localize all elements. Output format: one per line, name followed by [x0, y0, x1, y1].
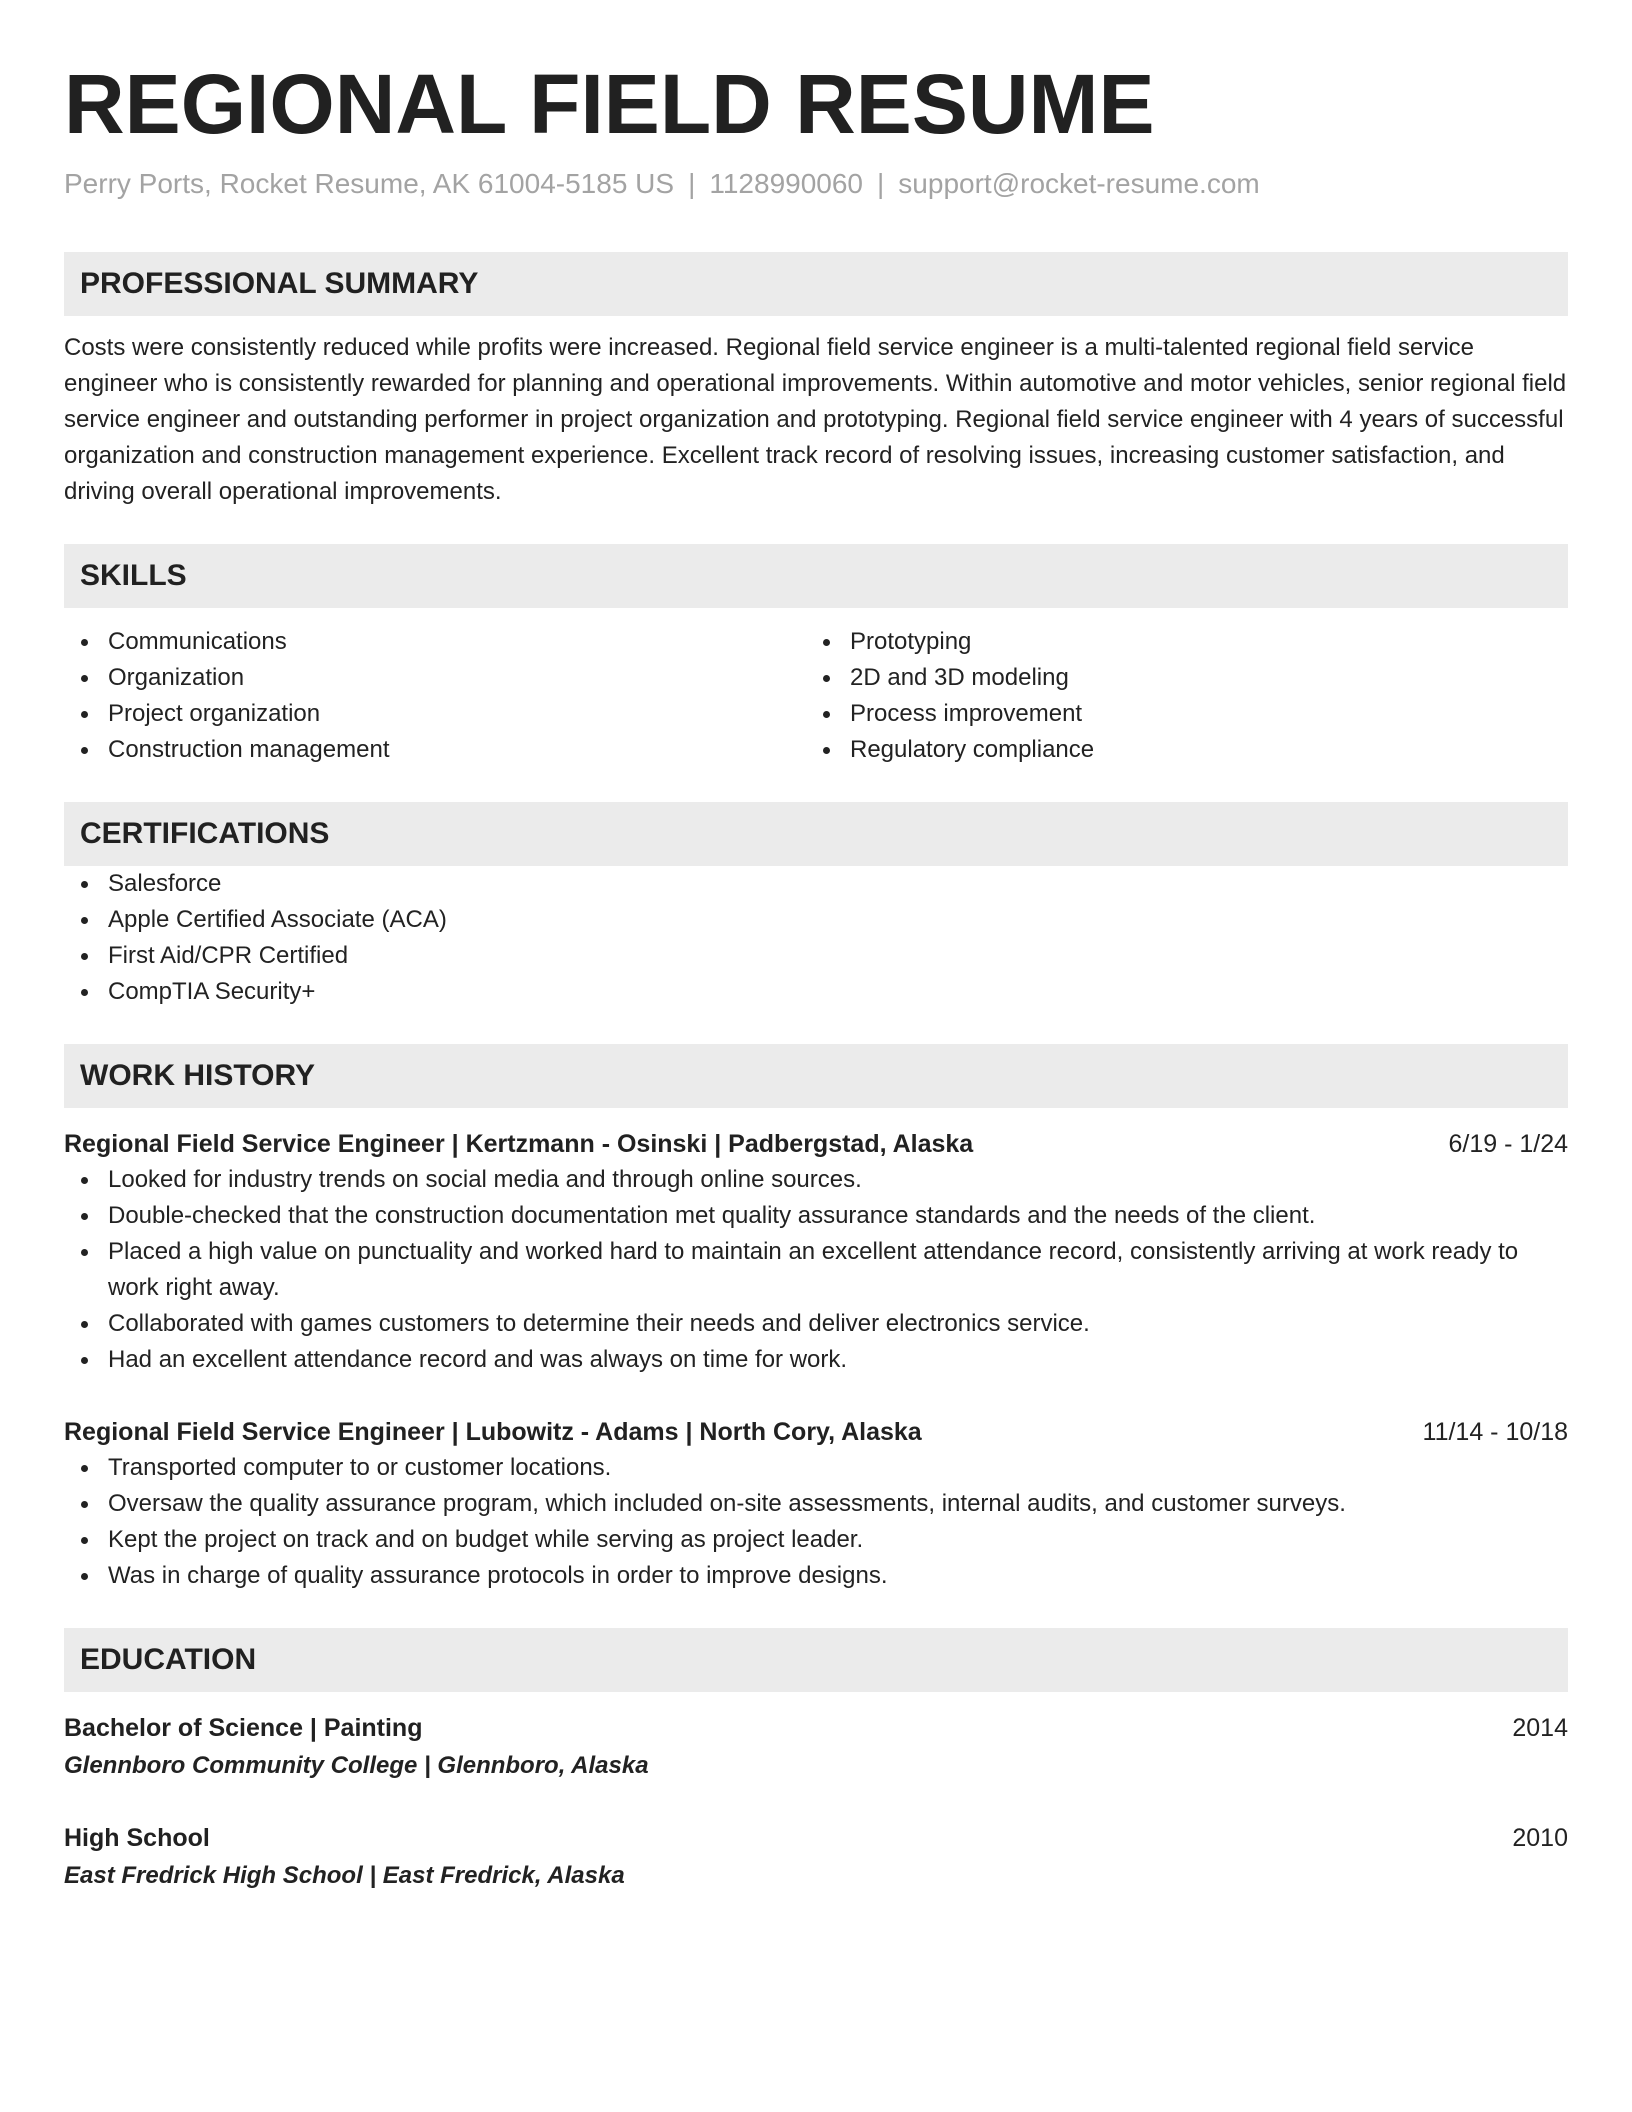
section-header-work-history: WORK HISTORY [64, 1044, 1568, 1108]
skill-item: Regulatory compliance [806, 732, 1548, 768]
certification-item: Salesforce [64, 866, 1568, 902]
contact-address: Perry Ports, Rocket Resume, AK 61004-5185 US [64, 168, 675, 199]
job-entry-header [64, 1126, 1568, 1162]
job-bullet: Double-checked that the construction documentation met quality assurance standards and the needs of the client. [64, 1198, 1568, 1234]
education-degree: High School [64, 1824, 210, 1852]
resume-title: REGIONAL FIELD RESUME [64, 57, 1155, 151]
summary-text: Costs were consistently reduced while profits were increased. Regional field service engineer is a multi-talented regional field service engineer who is consistently rewarded for planning and operational improvements. Within automotive and motor vehicles, senior regional field service engineer and outstanding performer in project organization and prototyping. Regional field service engineer with 4 years of successful organization and construction management experience. Excellent track record of resolving issues, increasing customer satisfaction, and driving overall operational improvements. [64, 334, 1567, 505]
job-bullet: Oversaw the quality assurance program, which included on-site assessments, internal audits, and customer surveys. [64, 1486, 1568, 1522]
job-bullet: Looked for industry trends on social media and through online sources. [64, 1162, 1568, 1198]
skill-item: Organization [64, 660, 806, 696]
job-title: Regional Field Service Engineer | Kertzmann - Osinski | Padbergstad, Alaska [64, 1130, 974, 1158]
job-bullet: Had an excellent attendance record and was always on time for work. [64, 1342, 1568, 1378]
section-header-certifications: CERTIFICATIONS [64, 802, 1568, 866]
section-header-skills: SKILLS [64, 544, 1568, 608]
contact-phone: 1128990060 [709, 168, 864, 199]
skills-list [64, 624, 1568, 768]
education-year: 2010 [1512, 1824, 1568, 1852]
section-header-education: EDUCATION [64, 1628, 1568, 1692]
contact-email: support@rocket-resume.com [898, 168, 1260, 199]
education-entry [64, 1710, 1568, 1784]
job-bullet: Placed a high value on punctuality and worked hard to maintain an excellent attendance record, consistently arriving at work ready to work right away. [64, 1234, 1568, 1306]
job-dates: 6/19 - 1/24 [1448, 1130, 1568, 1158]
job-bullet: Collaborated with games customers to determine their needs and deliver electronics service. [64, 1306, 1568, 1342]
contact-separator: | [688, 168, 696, 199]
skills-column-left [64, 624, 806, 768]
skills-column-right [806, 624, 1548, 768]
education-degree: Bachelor of Science | Painting [64, 1714, 423, 1742]
resume-page [64, 0, 1568, 1894]
skill-item: Process improvement [806, 696, 1548, 732]
education-entry [64, 1820, 1568, 1894]
section-header-summary: PROFESSIONAL SUMMARY [64, 252, 1568, 316]
job-dates: 11/14 - 10/18 [1422, 1418, 1568, 1446]
job-bullets [64, 1450, 1568, 1594]
job-bullet: Transported computer to or customer locations. [64, 1450, 1568, 1486]
certification-item: First Aid/CPR Certified [64, 938, 1568, 974]
certifications-list [64, 866, 1568, 1010]
job-entry-header [64, 1414, 1568, 1450]
skill-item: Construction management [64, 732, 806, 768]
contact-separator: | [877, 168, 885, 199]
contact-line [64, 166, 1568, 202]
education-entry-header [64, 1710, 1568, 1746]
education-school: East Fredrick High School | East Fredrick, Alaska [64, 1862, 625, 1889]
job-bullets [64, 1162, 1568, 1378]
education-entry-header [64, 1820, 1568, 1856]
skill-item: Project organization [64, 696, 806, 732]
skill-item: Prototyping [806, 624, 1548, 660]
skill-item: 2D and 3D modeling [806, 660, 1548, 696]
job-bullet: Was in charge of quality assurance protocols in order to improve designs. [64, 1558, 1568, 1594]
education-school: Glennboro Community College | Glennboro, Alaska [64, 1752, 649, 1779]
skill-item: Communications [64, 624, 806, 660]
education-year: 2014 [1512, 1714, 1568, 1742]
certification-item: CompTIA Security+ [64, 974, 1568, 1010]
certification-item: Apple Certified Associate (ACA) [64, 902, 1568, 938]
job-title: Regional Field Service Engineer | Lubowitz - Adams | North Cory, Alaska [64, 1418, 922, 1446]
job-bullet: Kept the project on track and on budget while serving as project leader. [64, 1522, 1568, 1558]
